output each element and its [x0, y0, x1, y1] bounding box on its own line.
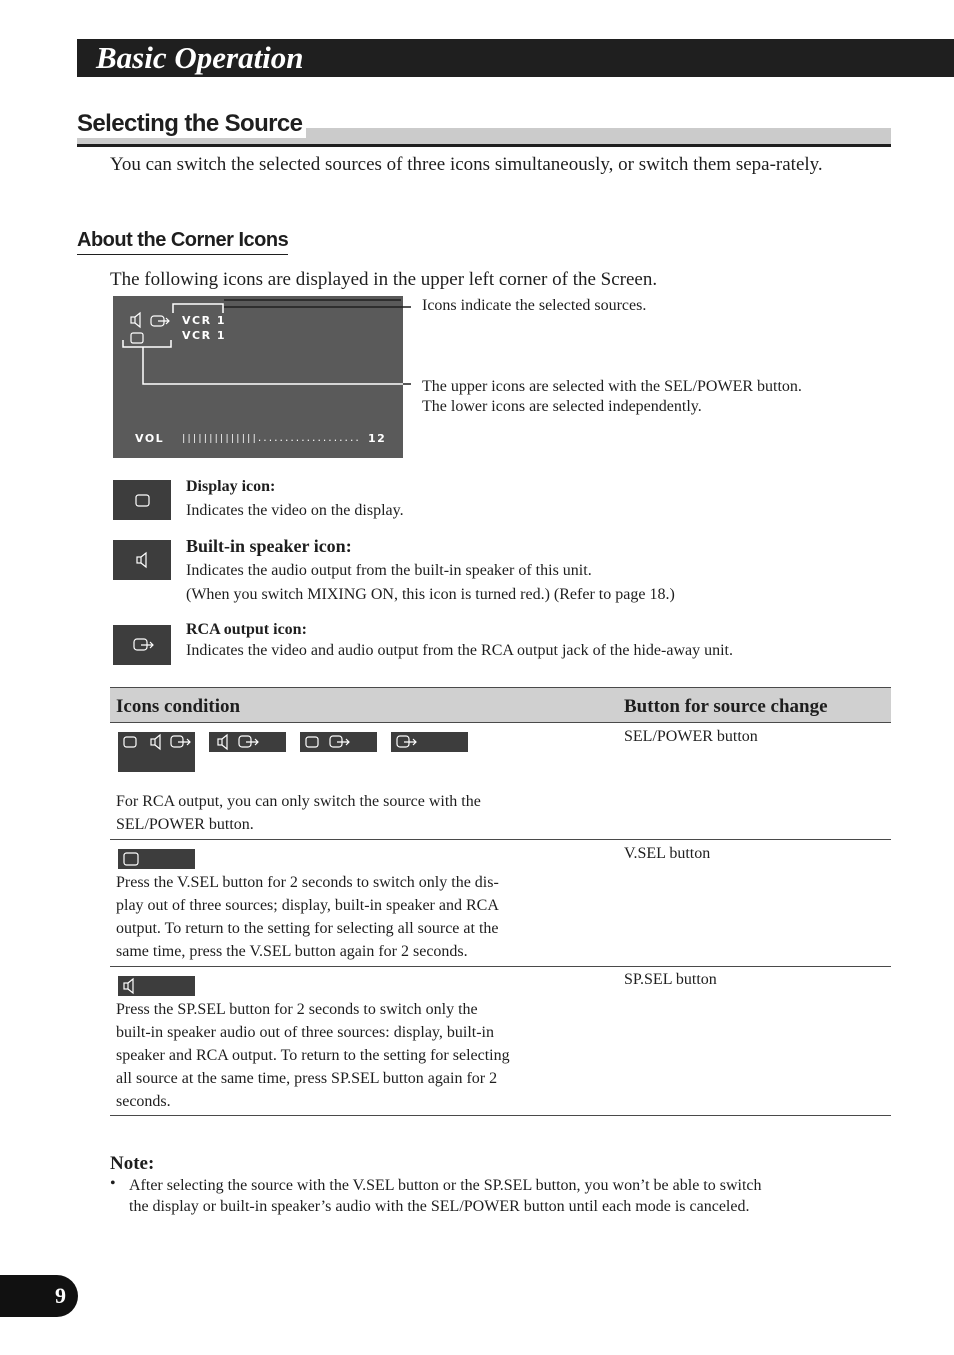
icon-strip-speaker-rca	[209, 732, 286, 752]
chapter-title: Basic Operation	[96, 40, 304, 75]
page-number: 9	[55, 1283, 66, 1308]
note-title: Note:	[110, 1153, 155, 1174]
page-tab	[0, 1275, 78, 1317]
rca-icon-desc: Indicates the video and audio output from the RCA output jack of the hide-away unit.	[186, 642, 733, 659]
subsection-title: About the Corner Icons	[77, 229, 288, 255]
callout-top: Icons indicate the selected sources.	[422, 297, 647, 314]
callout-brackets	[123, 304, 403, 384]
row1-text-1: For RCA output, you can only switch the source with the	[116, 793, 481, 810]
speaker-cone-icon	[135, 313, 140, 327]
icon-strip-all	[118, 732, 195, 772]
note-body	[129, 1175, 869, 1217]
row-divider	[110, 966, 891, 967]
row3-text-5: seconds.	[116, 1093, 171, 1110]
volume-value: 12	[368, 432, 387, 445]
icon-strip-speaker	[118, 976, 195, 996]
icon-strip-display	[118, 849, 195, 869]
section-intro: You can switch the selected sources of three icons simultaneously, or switch them sepa-rately.	[110, 154, 823, 175]
all-icons	[118, 732, 195, 772]
rca-output-icon	[113, 625, 171, 665]
table-bottom-rule	[110, 1115, 891, 1116]
row2-text-1: Press the V.SEL button for 2 seconds to switch only the dis-	[116, 874, 499, 891]
source-line-1: VCR 1	[182, 314, 227, 327]
lower-bracket	[123, 340, 171, 347]
subsection-intro: The following icons are displayed in the upper left corner of the Screen.	[110, 269, 658, 290]
lower-leader	[143, 347, 403, 384]
column-header-button: Button for source change	[624, 696, 828, 717]
row1-button: SEL/POWER button	[624, 728, 758, 745]
display-icon	[131, 333, 143, 343]
speaker-icon-title: Built-in speaker icon:	[186, 536, 352, 556]
rca-icon-title: RCA output icon:	[186, 621, 307, 638]
row2-button: V.SEL button	[624, 845, 711, 862]
row2-text-3: output. To return to the setting for selecting all source at the	[116, 920, 499, 937]
note-bullet: •	[110, 1175, 116, 1192]
column-header-icons: Icons condition	[116, 696, 241, 717]
rca-only-icon	[391, 732, 468, 752]
row2-text-2: play out of three sources; display, built-in speaker and RCA	[116, 897, 499, 914]
speaker-rca-icons	[209, 732, 286, 752]
volume-label: VOL	[135, 432, 165, 445]
upper-icons	[131, 313, 169, 343]
source-line-2: VCR 1	[182, 329, 227, 342]
callout-middle-2: The lower icons are selected independently.	[422, 398, 702, 415]
table-header	[110, 687, 891, 723]
display-icon	[113, 480, 171, 520]
volume-bar: ||||||||||||||...................	[181, 434, 360, 444]
row3-text-2: built-in speaker audio out of three sources: display, built-in	[116, 1024, 494, 1041]
display-icon-desc: Indicates the video on the display.	[186, 502, 404, 519]
screen-illustration	[113, 296, 403, 458]
row3-text-1: Press the SP.SEL button for 2 seconds to switch only the	[116, 1001, 478, 1018]
row1-text-2: SEL/POWER button.	[116, 816, 254, 833]
row3-button: SP.SEL button	[624, 971, 717, 988]
rca-icon-box	[113, 625, 171, 665]
note-line-1: After selecting the source with the V.SEL button or the SP.SEL button, you won’t be able to switch	[129, 1177, 762, 1194]
chapter-header	[77, 39, 954, 77]
icon-strip-rca	[391, 732, 468, 752]
display-rca-icons	[300, 732, 377, 752]
row2-text-4: same time, press the V.SEL button again for 2 seconds.	[116, 943, 468, 960]
speaker-icon	[118, 976, 195, 996]
icon-strip-display-rca	[300, 732, 377, 752]
speaker-icon-box	[113, 540, 171, 580]
row-divider	[110, 839, 891, 840]
speaker-icon-desc-2: (When you switch MIXING ON, this icon is turned red.) (Refer to page 18.)	[186, 586, 675, 603]
section-title: Selecting the Source	[77, 110, 306, 138]
note-line-2: the display or built-in speaker’s audio with the SEL/POWER button until each mode is canceled.	[129, 1198, 750, 1215]
row3-text-3: speaker and RCA output. To return to the setting for selecting	[116, 1047, 510, 1064]
speaker-icon-desc-1: Indicates the audio output from the built-in speaker of this unit.	[186, 562, 592, 579]
callout-middle-1: The upper icons are selected with the SEL/POWER button.	[422, 378, 802, 395]
display-icon-box	[113, 480, 171, 520]
section-rule	[77, 144, 891, 147]
row3-text-4: all source at the same time, press SP.SEL button again for 2	[116, 1070, 498, 1087]
speaker-icon	[131, 317, 135, 323]
display-icon-title: Display icon:	[186, 478, 276, 495]
display-icon	[118, 849, 195, 869]
upper-bracket	[173, 304, 223, 313]
speaker-icon	[113, 540, 171, 580]
